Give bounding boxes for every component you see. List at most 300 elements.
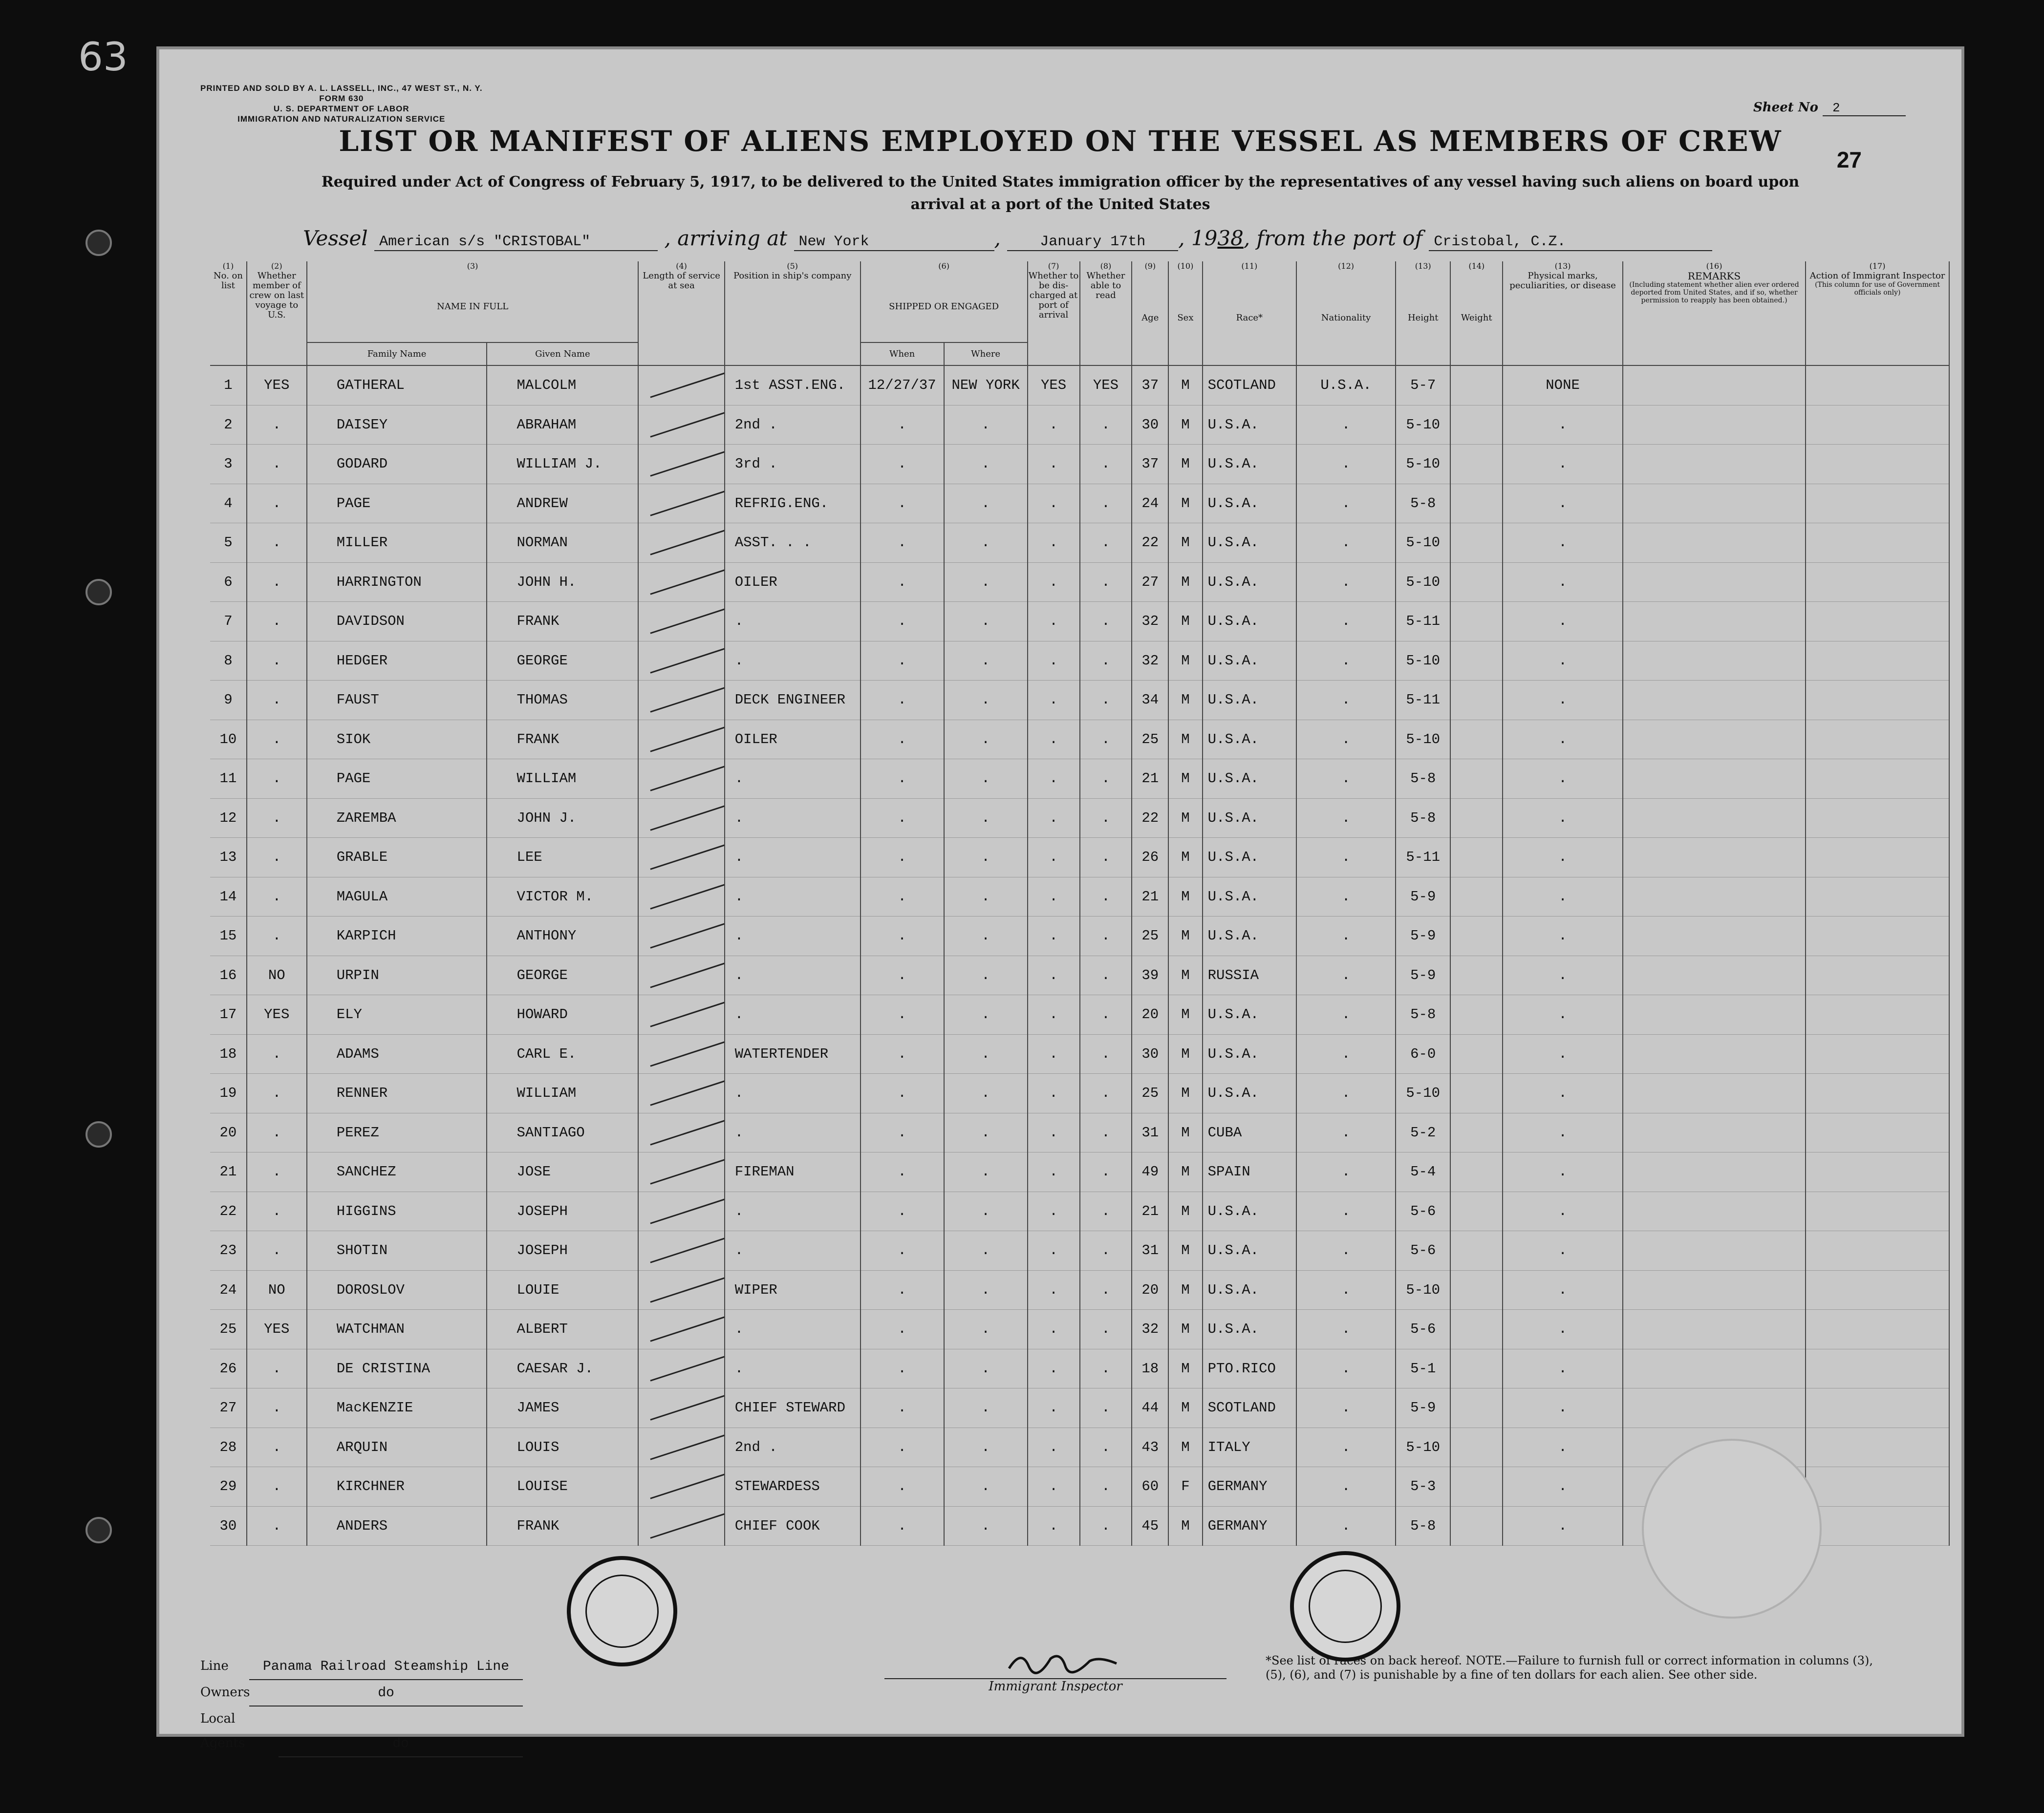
row-sex: M — [1168, 681, 1202, 720]
row-read: . — [1080, 1231, 1132, 1271]
row-remarks — [1623, 956, 1806, 995]
row-read: . — [1080, 523, 1132, 563]
col-action: Action of Immigrant Inspector (This column for use of Government officials only) — [1806, 271, 1949, 365]
col-discharged: Whether to be dis-charged at port of arrival — [1028, 271, 1080, 365]
row-remarks — [1623, 720, 1806, 759]
row-length — [638, 917, 724, 956]
row-remarks — [1623, 1074, 1806, 1113]
row-discharged: . — [1028, 1152, 1080, 1192]
row-age: 32 — [1132, 1310, 1168, 1349]
row-age: 18 — [1132, 1349, 1168, 1388]
row-height: 5-4 — [1396, 1152, 1450, 1192]
manifest-sheet — [156, 46, 1964, 1751]
row-given-name: WILLIAM — [487, 759, 638, 799]
row-age: 21 — [1132, 1192, 1168, 1231]
row-sex: M — [1168, 1074, 1202, 1113]
row-remarks — [1623, 681, 1806, 720]
row-age: 27 — [1132, 562, 1168, 602]
row-race: PTO.RICO — [1203, 1349, 1296, 1388]
row-nationality: . — [1296, 877, 1396, 917]
row-race: U.S.A. — [1203, 681, 1296, 720]
row-physical: . — [1503, 1467, 1623, 1507]
row-length — [638, 877, 724, 917]
row-discharged: . — [1028, 1074, 1080, 1113]
col-when: When — [861, 342, 944, 365]
row-remarks — [1623, 877, 1806, 917]
row-when: . — [861, 681, 944, 720]
row-position: . — [725, 917, 861, 956]
col-sex: Sex — [1168, 271, 1202, 365]
row-position: DECK ENGINEER — [725, 681, 861, 720]
row-height: 5-6 — [1396, 1192, 1450, 1231]
row-action — [1806, 1467, 1949, 1507]
row-prev-voyage: . — [247, 1034, 307, 1074]
row-nationality: . — [1296, 995, 1396, 1035]
row-given-name: JOSEPH — [487, 1231, 638, 1271]
row-number: 17 — [210, 995, 247, 1035]
row-age: 49 — [1132, 1152, 1168, 1192]
row-length — [638, 365, 724, 405]
table-row — [210, 365, 1949, 405]
row-number: 6 — [210, 562, 247, 602]
row-age: 37 — [1132, 365, 1168, 405]
row-number: 1 — [210, 365, 247, 405]
row-position: . — [725, 641, 861, 681]
row-discharged: . — [1028, 641, 1080, 681]
table-row — [210, 641, 1949, 681]
row-prev-voyage: . — [247, 523, 307, 563]
row-sex: M — [1168, 838, 1202, 877]
row-read: . — [1080, 1388, 1132, 1428]
row-length — [638, 602, 724, 641]
row-weight — [1450, 1388, 1503, 1428]
tick-mark — [650, 1080, 725, 1106]
row-position: CHIEF COOK — [725, 1506, 861, 1546]
row-action — [1806, 798, 1949, 838]
row-weight — [1450, 1034, 1503, 1074]
row-action — [1806, 1349, 1949, 1388]
row-prev-voyage: . — [247, 484, 307, 523]
row-given-name: SANTIAGO — [487, 1113, 638, 1152]
row-height: 5-10 — [1396, 405, 1450, 445]
row-prev-voyage: YES — [247, 365, 307, 405]
row-position: . — [725, 1349, 861, 1388]
row-read: . — [1080, 484, 1132, 523]
row-action — [1806, 1152, 1949, 1192]
row-weight — [1450, 1349, 1503, 1388]
row-sex: M — [1168, 1113, 1202, 1152]
row-family-name: GRABLE — [307, 838, 487, 877]
row-discharged: . — [1028, 798, 1080, 838]
row-read: YES — [1080, 365, 1132, 405]
row-position: . — [725, 877, 861, 917]
table-row — [210, 1034, 1949, 1074]
row-prev-voyage: . — [247, 1506, 307, 1546]
table-row — [210, 995, 1949, 1035]
row-height: 5-10 — [1396, 1074, 1450, 1113]
row-age: 26 — [1132, 838, 1168, 877]
tick-mark — [650, 1356, 725, 1381]
row-remarks — [1623, 1231, 1806, 1271]
row-prev-voyage: . — [247, 1231, 307, 1271]
row-read: . — [1080, 838, 1132, 877]
row-when: . — [861, 917, 944, 956]
row-where: . — [944, 995, 1028, 1035]
row-remarks — [1623, 995, 1806, 1035]
row-physical: . — [1503, 641, 1623, 681]
row-remarks — [1623, 1152, 1806, 1192]
port-stamp — [1290, 1551, 1400, 1662]
row-height: 5-8 — [1396, 995, 1450, 1035]
row-physical: . — [1503, 838, 1623, 877]
row-height: 5-9 — [1396, 1388, 1450, 1428]
row-nationality: . — [1296, 1231, 1396, 1271]
row-race: U.S.A. — [1203, 995, 1296, 1035]
row-weight — [1450, 1467, 1503, 1507]
row-action — [1806, 1310, 1949, 1349]
row-action — [1806, 405, 1949, 445]
tick-mark — [650, 1513, 725, 1538]
table-row — [210, 956, 1949, 995]
row-number: 20 — [210, 1113, 247, 1152]
vessel-line: Vessel American s/s "CRISTOBAL" , arriving at New York , January 17th , 1938, from the port of Cristobal, C.Z. — [303, 226, 1891, 256]
row-physical: . — [1503, 523, 1623, 563]
row-nationality: . — [1296, 681, 1396, 720]
row-when: . — [861, 995, 944, 1035]
table-row — [210, 838, 1949, 877]
row-discharged: . — [1028, 1388, 1080, 1428]
row-given-name: ALBERT — [487, 1310, 638, 1349]
row-when: . — [861, 838, 944, 877]
row-number: 3 — [210, 445, 247, 484]
vessel-name: American s/s "CRISTOBAL" — [374, 234, 658, 251]
row-nationality: U.S.A. — [1296, 365, 1396, 405]
row-action — [1806, 1074, 1949, 1113]
row-prev-voyage: YES — [247, 995, 307, 1035]
row-position: . — [725, 1231, 861, 1271]
row-discharged: . — [1028, 956, 1080, 995]
table-row — [210, 798, 1949, 838]
row-age: 21 — [1132, 759, 1168, 799]
row-sex: M — [1168, 1034, 1202, 1074]
table-row — [210, 877, 1949, 917]
row-read: . — [1080, 1192, 1132, 1231]
row-position: CHIEF STEWARD — [725, 1388, 861, 1428]
row-number: 30 — [210, 1506, 247, 1546]
row-length — [638, 405, 724, 445]
row-weight — [1450, 1231, 1503, 1271]
tick-mark — [650, 766, 725, 791]
row-sex: M — [1168, 995, 1202, 1035]
table-row — [210, 405, 1949, 445]
row-read: . — [1080, 759, 1132, 799]
line-field: Panama Railroad Steamship Line — [249, 1655, 523, 1680]
row-position: . — [725, 1192, 861, 1231]
col-name: NAME IN FULL — [307, 271, 639, 342]
tick-mark — [650, 1041, 725, 1066]
row-remarks — [1623, 562, 1806, 602]
row-weight — [1450, 562, 1503, 602]
row-family-name: ARQUIN — [307, 1428, 487, 1467]
row-remarks — [1623, 602, 1806, 641]
row-remarks — [1623, 1034, 1806, 1074]
row-length — [638, 798, 724, 838]
row-read: . — [1080, 1428, 1132, 1467]
row-nationality: . — [1296, 523, 1396, 563]
row-prev-voyage: . — [247, 562, 307, 602]
row-position: . — [725, 1310, 861, 1349]
row-read: . — [1080, 681, 1132, 720]
row-weight — [1450, 1270, 1503, 1310]
row-weight — [1450, 1428, 1503, 1467]
row-prev-voyage: . — [247, 1152, 307, 1192]
row-family-name: DAISEY — [307, 405, 487, 445]
row-where: . — [944, 1152, 1028, 1192]
row-given-name: JAMES — [487, 1388, 638, 1428]
row-height: 5-10 — [1396, 1428, 1450, 1467]
row-where: . — [944, 1113, 1028, 1152]
row-position: 1st ASST.ENG. — [725, 365, 861, 405]
row-discharged: . — [1028, 1310, 1080, 1349]
row-number: 8 — [210, 641, 247, 681]
row-race: U.S.A. — [1203, 602, 1296, 641]
row-when: . — [861, 1388, 944, 1428]
row-nationality: . — [1296, 1192, 1396, 1231]
row-number: 27 — [210, 1388, 247, 1428]
row-height: 6-0 — [1396, 1034, 1450, 1074]
row-weight — [1450, 405, 1503, 445]
tick-mark — [650, 530, 725, 555]
table-row — [210, 1388, 1949, 1428]
table-row — [210, 1310, 1949, 1349]
row-race: U.S.A. — [1203, 484, 1296, 523]
row-family-name: RENNER — [307, 1074, 487, 1113]
row-physical: . — [1503, 720, 1623, 759]
row-sex: M — [1168, 1388, 1202, 1428]
binder-hole — [86, 1121, 112, 1148]
row-length — [638, 484, 724, 523]
printer-info: PRINTED AND SOLD BY A. L. LASSELL, INC., 47 WEST ST., N. Y. FORM 630 U. S. DEPARTMENT OF LABOR IMMIGRATION AND NATURALIZATION SERVICE — [200, 84, 483, 124]
row-sex: M — [1168, 1231, 1202, 1271]
row-where: . — [944, 523, 1028, 563]
table-row — [210, 917, 1949, 956]
row-race: U.S.A. — [1203, 523, 1296, 563]
row-position: ASST. . . — [725, 523, 861, 563]
row-action — [1806, 523, 1949, 563]
row-prev-voyage: . — [247, 759, 307, 799]
row-action — [1806, 956, 1949, 995]
row-prev-voyage: . — [247, 1113, 307, 1152]
row-family-name: PEREZ — [307, 1113, 487, 1152]
col-position: Position in ship's company — [725, 271, 861, 365]
row-discharged: . — [1028, 1192, 1080, 1231]
row-family-name: MAGULA — [307, 877, 487, 917]
row-remarks — [1623, 1310, 1806, 1349]
row-race: U.S.A. — [1203, 1074, 1296, 1113]
table-row — [210, 484, 1949, 523]
row-nationality: . — [1296, 1428, 1396, 1467]
row-read: . — [1080, 1113, 1132, 1152]
owners-field: do — [249, 1681, 523, 1706]
row-prev-voyage: . — [247, 1192, 307, 1231]
row-where: . — [944, 838, 1028, 877]
row-where: . — [944, 1506, 1028, 1546]
row-race: ITALY — [1203, 1428, 1296, 1467]
row-number: 29 — [210, 1467, 247, 1507]
row-discharged: . — [1028, 681, 1080, 720]
row-family-name: SHOTIN — [307, 1231, 487, 1271]
row-remarks — [1623, 405, 1806, 445]
row-remarks — [1623, 759, 1806, 799]
row-given-name: LOUIS — [487, 1428, 638, 1467]
row-height: 5-10 — [1396, 562, 1450, 602]
row-length — [638, 1310, 724, 1349]
row-where: . — [944, 759, 1028, 799]
row-height: 5-8 — [1396, 759, 1450, 799]
row-age: 39 — [1132, 956, 1168, 995]
row-discharged: YES — [1028, 365, 1080, 405]
row-discharged: . — [1028, 1428, 1080, 1467]
row-prev-voyage: . — [247, 917, 307, 956]
row-given-name: VICTOR M. — [487, 877, 638, 917]
row-where: . — [944, 1467, 1028, 1507]
row-where: . — [944, 602, 1028, 641]
row-length — [638, 1231, 724, 1271]
page-subtitle: Required under Act of Congress of February 5, 1917, to be delivered to the United States immigration officer by the representatives of any vessel having such aliens on board upon arrival at a port of the United States — [321, 173, 1800, 213]
crew-table — [210, 261, 1950, 1546]
row-physical: . — [1503, 1506, 1623, 1546]
row-weight — [1450, 720, 1503, 759]
row-sex: M — [1168, 602, 1202, 641]
row-where: . — [944, 681, 1028, 720]
row-age: 60 — [1132, 1467, 1168, 1507]
row-weight — [1450, 523, 1503, 563]
row-action — [1806, 365, 1949, 405]
row-sex: M — [1168, 1310, 1202, 1349]
tick-mark — [650, 1434, 725, 1460]
row-prev-voyage: . — [247, 1388, 307, 1428]
row-family-name: URPIN — [307, 956, 487, 995]
row-family-name: DE CRISTINA — [307, 1349, 487, 1388]
row-weight — [1450, 641, 1503, 681]
row-where: . — [944, 1231, 1028, 1271]
row-discharged: . — [1028, 1270, 1080, 1310]
row-given-name: JOSEPH — [487, 1192, 638, 1231]
row-remarks — [1623, 484, 1806, 523]
row-sex: M — [1168, 1349, 1202, 1388]
row-action — [1806, 602, 1949, 641]
row-weight — [1450, 1152, 1503, 1192]
col-nationality: Nationality — [1296, 271, 1396, 365]
tick-mark — [650, 569, 725, 595]
row-number: 26 — [210, 1349, 247, 1388]
row-read: . — [1080, 877, 1132, 917]
row-given-name: LOUISE — [487, 1467, 638, 1507]
row-race: U.S.A. — [1203, 1192, 1296, 1231]
row-remarks — [1623, 445, 1806, 484]
row-action — [1806, 641, 1949, 681]
row-remarks — [1623, 917, 1806, 956]
row-when: . — [861, 1428, 944, 1467]
row-height: 5-6 — [1396, 1310, 1450, 1349]
row-given-name: LEE — [487, 838, 638, 877]
row-where: . — [944, 1192, 1028, 1231]
row-length — [638, 1388, 724, 1428]
row-race: U.S.A. — [1203, 1310, 1296, 1349]
row-number: 18 — [210, 1034, 247, 1074]
row-where: . — [944, 798, 1028, 838]
row-where: . — [944, 641, 1028, 681]
row-weight — [1450, 1074, 1503, 1113]
row-sex: M — [1168, 1428, 1202, 1467]
row-length — [638, 681, 724, 720]
row-race: U.S.A. — [1203, 720, 1296, 759]
row-discharged: . — [1028, 720, 1080, 759]
row-given-name: GEORGE — [487, 641, 638, 681]
row-read: . — [1080, 917, 1132, 956]
row-where: . — [944, 956, 1028, 995]
row-family-name: HARRINGTON — [307, 562, 487, 602]
tick-mark — [650, 1159, 725, 1184]
row-race: U.S.A. — [1203, 798, 1296, 838]
row-prev-voyage: . — [247, 445, 307, 484]
row-action — [1806, 1192, 1949, 1231]
row-length — [638, 1428, 724, 1467]
row-physical: . — [1503, 995, 1623, 1035]
row-number: 23 — [210, 1231, 247, 1271]
row-prev-voyage: . — [247, 720, 307, 759]
row-given-name: JOSE — [487, 1152, 638, 1192]
row-physical: . — [1503, 917, 1623, 956]
row-read: . — [1080, 1270, 1132, 1310]
row-sex: M — [1168, 365, 1202, 405]
row-weight — [1450, 1192, 1503, 1231]
row-position: WIPER — [725, 1270, 861, 1310]
row-weight — [1450, 838, 1503, 877]
row-height: 5-10 — [1396, 445, 1450, 484]
row-length — [638, 956, 724, 995]
row-family-name: MacKENZIE — [307, 1388, 487, 1428]
row-family-name: GATHERAL — [307, 365, 487, 405]
row-remarks — [1623, 1192, 1806, 1231]
row-age: 30 — [1132, 405, 1168, 445]
row-discharged: . — [1028, 759, 1080, 799]
row-where: . — [944, 1270, 1028, 1310]
row-action — [1806, 995, 1949, 1035]
row-family-name: DOROSLOV — [307, 1270, 487, 1310]
row-given-name: MALCOLM — [487, 365, 638, 405]
row-number: 22 — [210, 1192, 247, 1231]
row-given-name: NORMAN — [487, 523, 638, 563]
row-where: . — [944, 1074, 1028, 1113]
row-height: 5-8 — [1396, 484, 1450, 523]
row-where: . — [944, 445, 1028, 484]
row-number: 24 — [210, 1270, 247, 1310]
table-row — [210, 1074, 1949, 1113]
row-given-name: THOMAS — [487, 681, 638, 720]
row-family-name: PAGE — [307, 759, 487, 799]
row-read: . — [1080, 405, 1132, 445]
row-nationality: . — [1296, 1349, 1396, 1388]
row-sex: F — [1168, 1467, 1202, 1507]
row-race: RUSSIA — [1203, 956, 1296, 995]
row-length — [638, 720, 724, 759]
row-length — [638, 1152, 724, 1192]
row-length — [638, 995, 724, 1035]
table-row — [210, 1192, 1949, 1231]
row-when: . — [861, 445, 944, 484]
row-discharged: . — [1028, 995, 1080, 1035]
